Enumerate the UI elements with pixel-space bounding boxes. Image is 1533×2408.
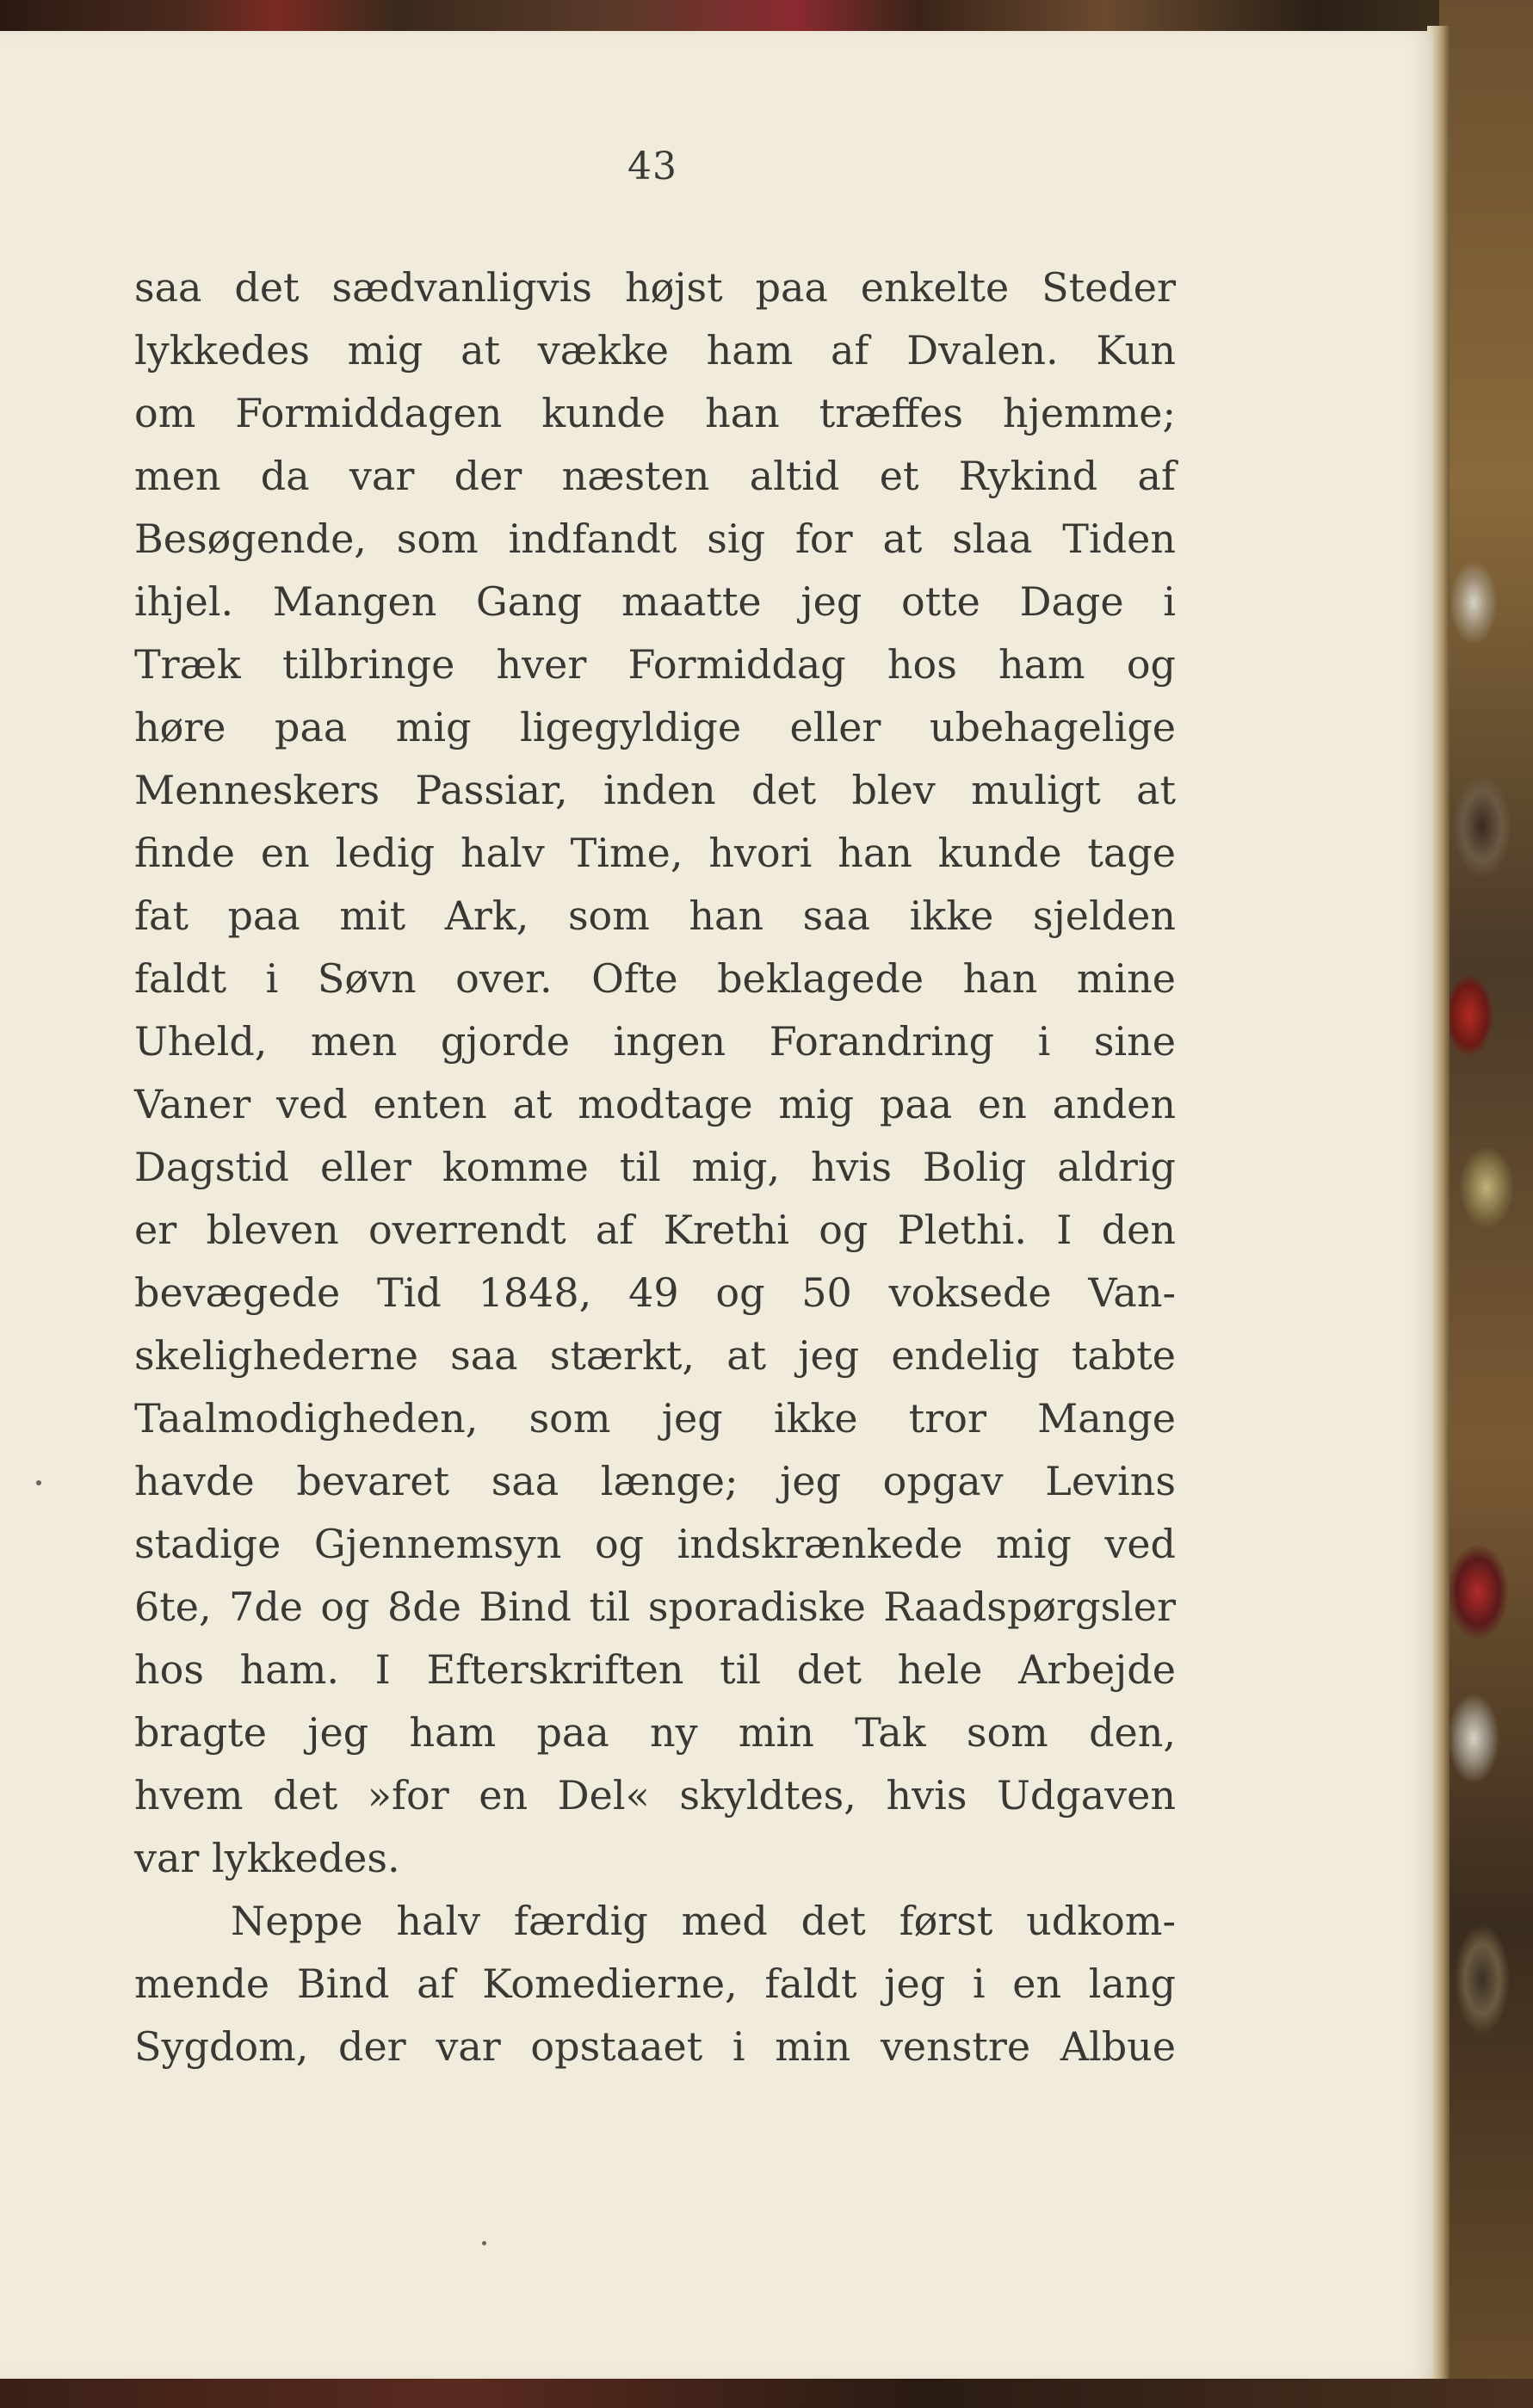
text-line: hvem det »for en Del« skyldtes, hvis Udgaven [134,1772,1176,1818]
text-line: Sygdom, der var opstaaet i min venstre Albue [134,2023,1176,2070]
text-line: havde bevaret saa længe; jeg opgav Levins [134,1458,1176,1504]
marbled-book-cover [1439,0,1533,2408]
text-line: om Formiddagen kunde han træffes hjemme; [134,390,1176,436]
text-line: Vaner ved enten at modtage mig paa en anden [134,1081,1176,1127]
paper-speck [36,1480,41,1485]
text-line: lykkedes mig at vække ham af Dvalen. Kun [134,327,1176,374]
paper-speck [482,2241,486,2245]
text-line: saa det sædvanligvis højst paa enkelte Steder [134,264,1176,311]
body-text [134,256,1176,2078]
text-line: stadige Gjennemsyn og indskrænkede mig ved [134,1521,1176,1567]
text-line: finde en ledig halv Time, hvori han kunde tage [134,830,1176,876]
text-line: Træk tilbringe hver Formiddag hos ham og [134,641,1176,688]
marbled-top-edge [0,0,1533,31]
text-line: ihjel. Mangen Gang maatte jeg otte Dage i [134,578,1176,625]
text-line: var lykkedes. [134,1835,400,1881]
text-line: fat paa mit Ark, som han saa ikke sjelden [134,892,1176,939]
text-line: høre paa mig ligegyldige eller ubehagelige [134,704,1176,750]
text-line: Uheld, men gjorde ingen Forandring i sine [134,1018,1176,1065]
text-line: er bleven overrendt af Krethi og Plethi. I den [134,1207,1176,1253]
text-line: bragte jeg ham paa ny min Tak som den, [134,1709,1176,1756]
text-line: Menneskers Passiar, inden det blev muligt at [134,767,1176,813]
text-line: Neppe halv færdig med det først udkom- [231,1898,1176,1944]
text-line: bevægede Tid 1848, 49 og 50 voksede Van- [134,1269,1176,1316]
text-line: 6te, 7de og 8de Bind til sporadiske Raadspørgsler [134,1584,1176,1630]
page-number: 43 [627,145,677,188]
text-line: skelighederne saa stærkt, at jeg endelig tabte [134,1332,1176,1379]
text-line: hos ham. I Efterskriften til det hele Arbejde [134,1646,1176,1693]
text-line: faldt i Søvn over. Ofte beklagede han mine [134,955,1176,1002]
text-line: mende Bind af Komedierne, faldt jeg i en lang [134,1960,1176,2007]
text-line: men da var der næsten altid et Rykind af [134,453,1176,499]
text-line: Besøgende, som indfandt sig for at slaa Tiden [134,516,1176,562]
text-line: Taalmodigheden, som jeg ikke tror Mange [134,1395,1176,1442]
marbled-bottom-edge [0,2379,1533,2408]
text-line: Dagstid eller komme til mig, hvis Bolig aldrig [134,1144,1176,1190]
